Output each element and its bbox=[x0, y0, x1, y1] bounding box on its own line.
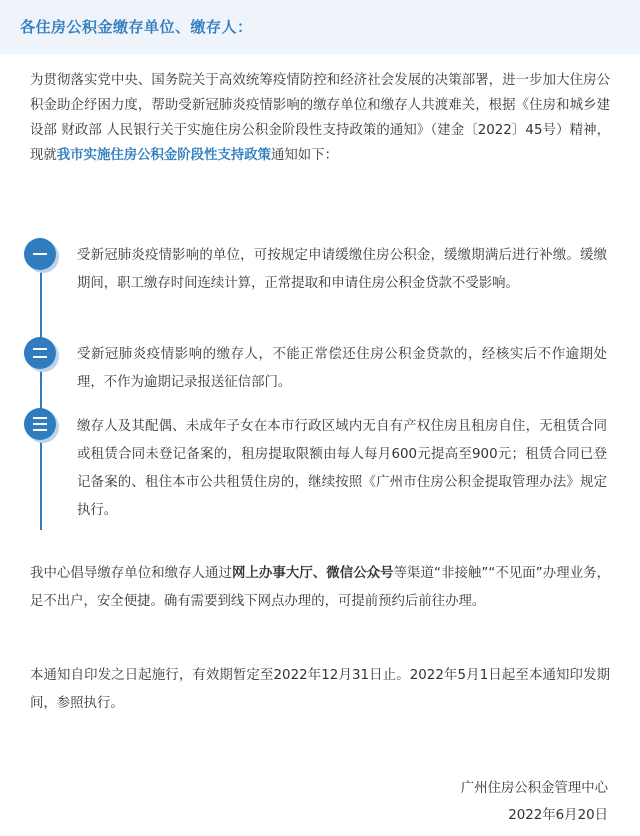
item-text-one: 受新冠肺炎疫情影响的单位，可按规定申请缓缴住房公积金，缓缴期满后进行补缴。缓缴期间，职工缴存时间连续计算，正常提取和申请住房公积金贷款不受影响。 bbox=[77, 248, 607, 291]
item-badge-one bbox=[24, 238, 56, 270]
channels-text-end: 等渠道“非接触”“不见面”办理业务，足不出户，安全便捷。确有需要到线下网点办理的，可提前预约后前往办理。 bbox=[30, 566, 611, 609]
effective-paragraph: 本通知自印发之日起施行，有效期暂定至2022年12月31日止。2022年5月1日起至本通知印发期间，参照执行。 bbox=[30, 668, 610, 711]
item-badge-two bbox=[24, 337, 56, 369]
signature-date: 2022年6月20日 bbox=[508, 808, 608, 823]
signature-org: 广州住房公积金管理中心 bbox=[460, 781, 608, 796]
numeral-three-icon-bar-3 bbox=[33, 429, 47, 431]
item-text-two: 受新冠肺炎疫情影响的缴存人，不能正常偿还住房公积金贷款的，经核实后不作逾期处理，不作为逾期记录报送征信部门。 bbox=[77, 347, 607, 390]
channels-bold: 网上办事大厅、微信公众号 bbox=[232, 566, 394, 581]
intro-highlight: 我市实施住房公积金阶段性支持政策 bbox=[56, 148, 272, 163]
intro-text: 为贯彻落实党中央、国务院关于高效统筹疫情防控和经济社会发展的决策部署，进一步加大住房公积金助企纾困力度，帮助受新冠肺炎疫情影响的缴存单位和缴存人共渡难关，根据《住房和城乡建设部 财政部 人民银行关于实施住房公积金阶段性支持政策的通知》（建金〔2022〕45号）精神，现就 bbox=[30, 73, 610, 163]
page-title: 各住房公积金缴存单位、缴存人： bbox=[20, 18, 253, 36]
channels-text: 我中心倡导缴存单位和缴存人通过 bbox=[30, 566, 232, 581]
numeral-three-icon bbox=[33, 417, 47, 419]
numeral-two-icon-bar bbox=[33, 356, 47, 358]
intro-paragraph bbox=[30, 68, 610, 168]
channels-paragraph bbox=[30, 560, 610, 616]
item-badge-three bbox=[24, 408, 56, 440]
numeral-three-icon-bar-2 bbox=[33, 423, 47, 425]
header-bar bbox=[0, 0, 640, 54]
intro-text-end: 通知如下： bbox=[271, 148, 338, 163]
item-text-three: 缴存人及其配偶、未成年子女在本市行政区域内无自有产权住房且租房自住，无租赁合同或租赁合同未登记备案的，租房提取限额由每人每月600元提高至900元；租赁合同已登记备案的、租住本市公共租赁住房的，继续按照《广州市住房公积金提取管理办法》规定执行。 bbox=[77, 419, 607, 518]
numeral-one-icon bbox=[33, 253, 47, 255]
timeline-line bbox=[40, 238, 42, 530]
numeral-two-icon bbox=[33, 348, 47, 350]
